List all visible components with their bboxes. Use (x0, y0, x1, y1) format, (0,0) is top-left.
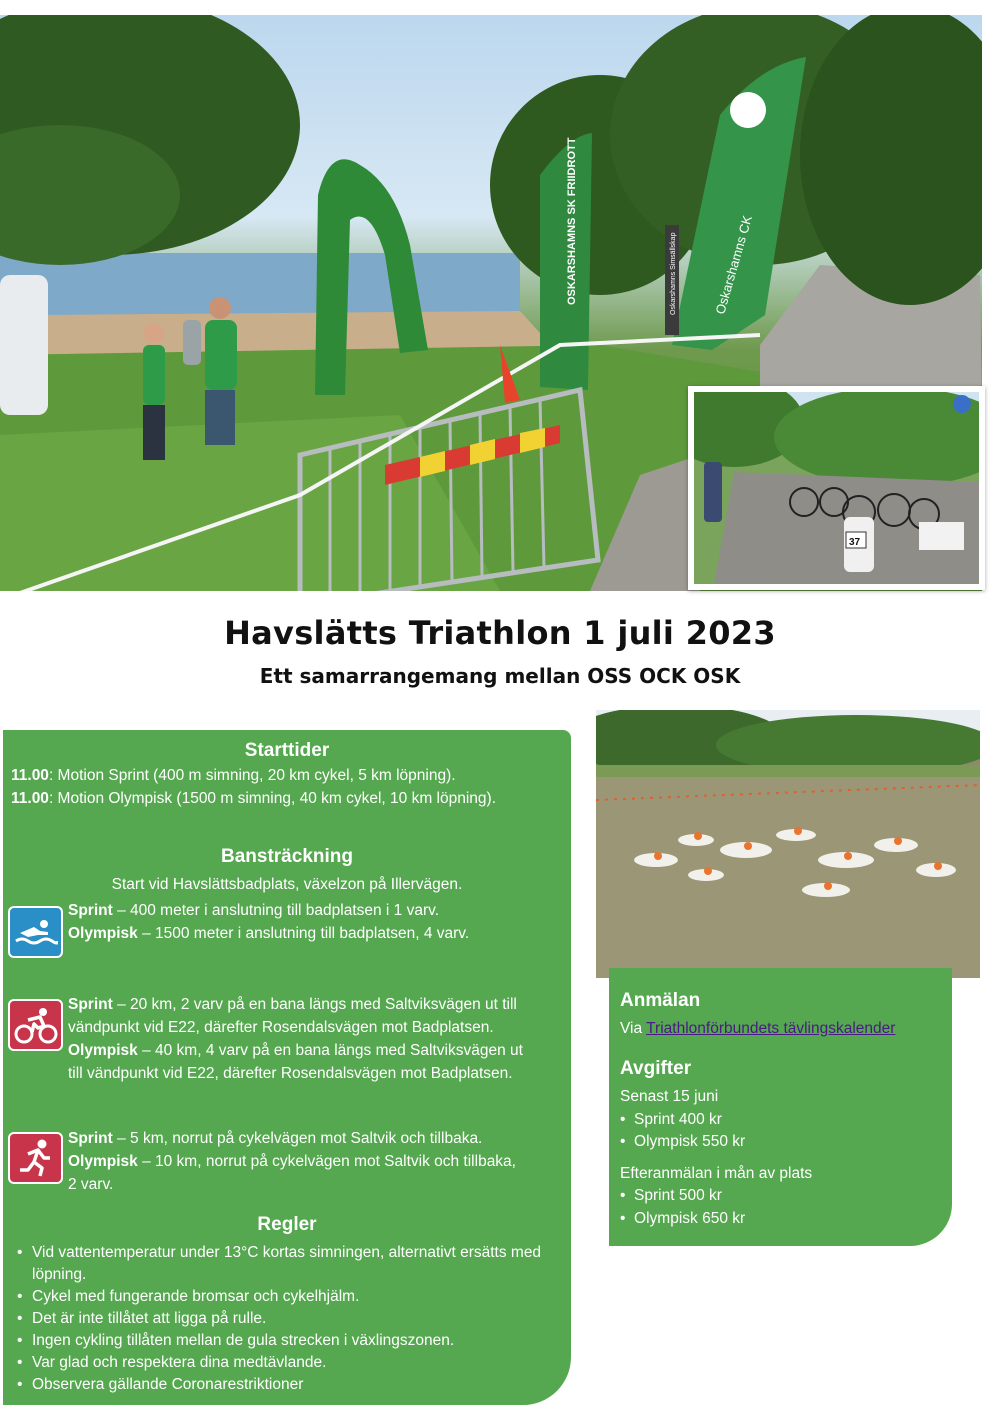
registration-link[interactable]: Triathlonförbundets tävlingskalender (646, 1020, 896, 1037)
list-item: • Cykel med fungerande bromsar och cykelhjälm. (17, 1286, 557, 1308)
sprint-label: Sprint (68, 996, 113, 1013)
run-olympic-line-2: 2 varv. (68, 1176, 114, 1193)
banner-small-text: Oskarshamns Simsällskap (670, 232, 677, 315)
run-sprint (68, 1130, 482, 1148)
sprint-label: Sprint (68, 902, 113, 919)
fee-sprint-early: Sprint 400 kr (634, 1111, 722, 1128)
run-olympic-line-1 (68, 1153, 516, 1171)
list-item: • Sprint 500 kr (620, 1187, 722, 1204)
bike-sprint-line-2: vändpunkt vid E22, därefter Rosendalsvägen mot Badplatsen. (68, 1019, 494, 1036)
fee-olympic-late: Olympisk 650 kr (634, 1210, 746, 1227)
info-panel (3, 730, 571, 1405)
transition-scene (694, 392, 979, 584)
page-title: Havslätts Triathlon 1 juli 2023 (224, 614, 776, 652)
start-time: 11.00 (11, 790, 49, 807)
rules-list (17, 1242, 557, 1396)
banner-right-text: Oskarshamns CK (712, 213, 755, 316)
swim-sprint (68, 902, 439, 920)
anmalan-text (620, 1020, 895, 1038)
olympic-label: Olympisk (68, 925, 138, 942)
run-olympic-text: – 10 km, norrut på cykelvägen mot Saltvik och tillbaka, (137, 1153, 516, 1170)
page-subtitle: Ett samarrangemang mellan OSS OCK OSK (259, 664, 741, 688)
bike-sprint-line-1 (68, 996, 517, 1014)
list-item: • Sprint 400 kr (620, 1111, 722, 1128)
fee-sprint-late: Sprint 500 kr (634, 1187, 722, 1204)
anmalan-heading: Anmälan (620, 990, 701, 1011)
race-number: 37 (849, 537, 861, 548)
swim-start-photo (596, 710, 980, 978)
swim-olympic-text: – 1500 meter i anslutning till badplatsen, 4 varv. (137, 925, 470, 942)
bana-intro: Start vid Havslättsbadplats, växelzon på Illervägen. (111, 876, 463, 893)
starttider-heading: Starttider (244, 740, 330, 761)
swim-icon (8, 906, 63, 958)
start-time-text: : Motion Olympisk (1500 m simning, 40 km cykel, 10 km löpning). (48, 790, 497, 807)
list-item: • Olympisk 650 kr (620, 1210, 746, 1227)
olympic-label: Olympisk (68, 1153, 138, 1170)
start-time-sprint (11, 767, 456, 785)
bike-icon (8, 999, 63, 1051)
olympic-label: Olympisk (68, 1042, 138, 1059)
start-time-olympic (11, 790, 496, 808)
fee-olympic-early: Olympisk 550 kr (634, 1133, 746, 1150)
list-item: • Vid vattentemperatur under 13°C kortas simningen, alternativt ersätts med löpning. (17, 1242, 557, 1286)
bike-olympic-line-2: till vändpunkt vid E22, därefter Rosendalsvägen mot Badplatsen. (68, 1065, 513, 1082)
run-sprint-text: – 5 km, norrut på cykelvägen mot Saltvik och tillbaka. (112, 1130, 483, 1147)
swim-scene (596, 710, 980, 978)
list-item: • Ingen cykling tillåten mellan de gula strecken i växlingszonen. (17, 1330, 557, 1352)
registration-panel (609, 968, 952, 1246)
bana-heading: Bansträckning (221, 846, 353, 867)
avgifter-heading: Avgifter (620, 1058, 692, 1079)
banner-left-text: OSKARSHAMNS SK FRIIDROTT (566, 137, 578, 305)
sprint-label: Sprint (68, 1130, 113, 1147)
list-item: • Observera gällande Coronarestriktioner (17, 1374, 557, 1396)
bike-sprint-text: – 20 km, 2 varv på en bana längs med Saltviksvägen ut till (112, 996, 517, 1013)
run-icon (8, 1132, 63, 1184)
regler-heading: Regler (257, 1214, 317, 1235)
bike-olympic-text: – 40 km, 4 varv på en bana längs med Saltviksvägen ut (137, 1042, 523, 1059)
anmalan-prefix: Via (620, 1020, 647, 1037)
bike-olympic-line-1 (68, 1042, 523, 1060)
start-time: 11.00 (11, 767, 49, 784)
list-item: • Var glad och respektera dina medtävlande. (17, 1352, 557, 1374)
late-label: Efteranmälan i mån av plats (620, 1165, 813, 1182)
swim-sprint-text: – 400 meter i anslutning till badplatsen i 1 varv. (112, 902, 440, 919)
list-item: • Olympisk 550 kr (620, 1133, 746, 1150)
list-item: • Det är inte tillåtet att ligga på rulle. (17, 1308, 557, 1330)
swim-olympic (68, 925, 469, 943)
early-label: Senast 15 juni (620, 1088, 719, 1105)
start-time-text: : Motion Sprint (400 m simning, 20 km cykel, 5 km löpning). (48, 767, 456, 784)
transition-zone-photo (688, 386, 985, 590)
